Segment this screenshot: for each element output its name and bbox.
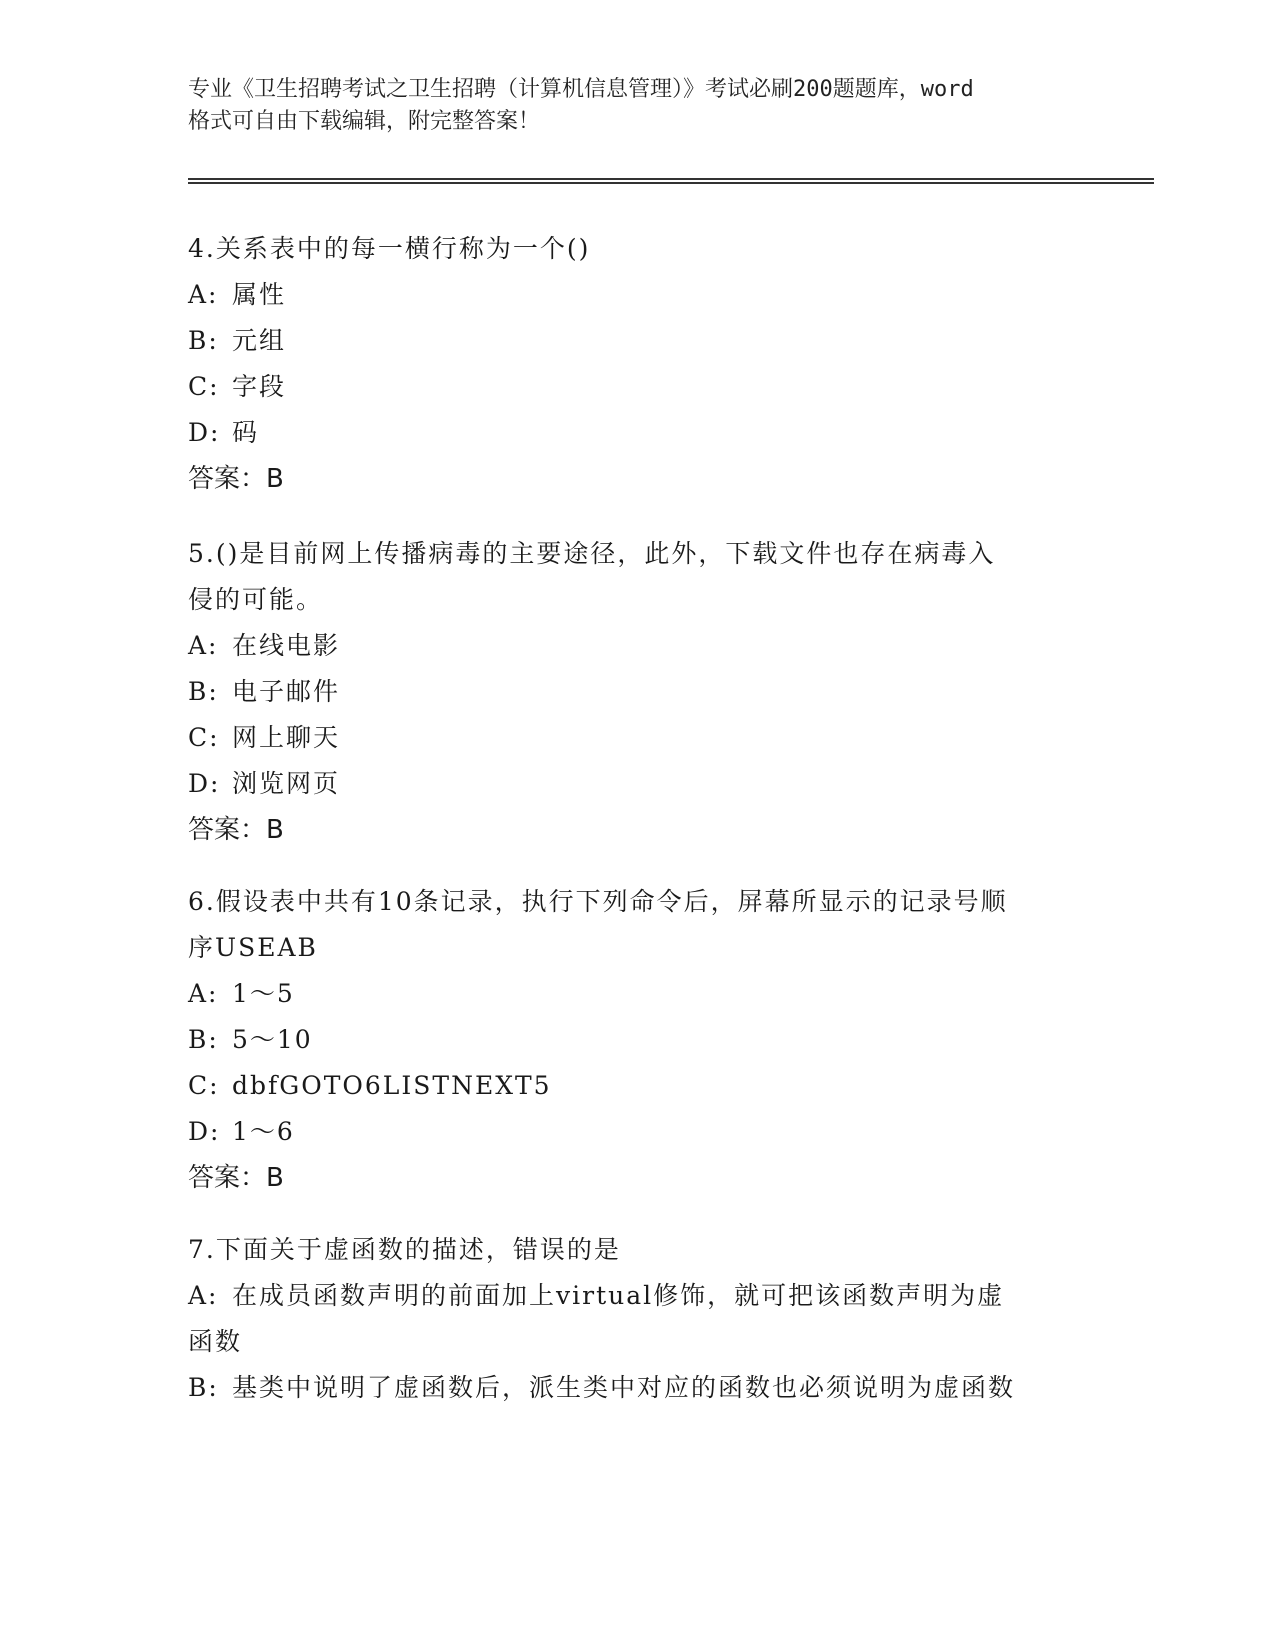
option-letter: D: — [188, 1117, 221, 1146]
question-4 — [188, 226, 1088, 502]
option-a — [188, 272, 1088, 318]
option-letter: D: — [188, 418, 221, 447]
option-d — [188, 1109, 1088, 1155]
option-c — [188, 715, 1088, 761]
option-a-continuation: 函数 — [188, 1327, 243, 1356]
option-text: 电子邮件 — [232, 677, 341, 706]
option-text: 在成员函数声明的前面加上virtual修饰，就可把该函数声明为虚 — [232, 1281, 1005, 1310]
option-letter: B: — [188, 1025, 219, 1054]
option-letter: C: — [188, 372, 220, 401]
question-stem-line-1: 5.()是目前网上传播病毒的主要途径，此外，下载文件也存在病毒入 — [188, 539, 996, 568]
option-letter: A: — [188, 979, 219, 1008]
option-a — [188, 1273, 1088, 1319]
option-c — [188, 364, 1088, 410]
option-text: 1～5 — [232, 979, 295, 1008]
header-divider-bottom — [188, 182, 1154, 184]
question-stem-line-2: 序USEAB — [188, 933, 318, 962]
header-divider-top — [188, 178, 1154, 180]
option-letter: D: — [188, 769, 221, 798]
question-6 — [188, 879, 1088, 1201]
option-a — [188, 623, 1088, 669]
option-text: 网上聊天 — [232, 723, 341, 752]
option-letter: B: — [188, 677, 219, 706]
option-b — [188, 669, 1088, 715]
option-text: 5～10 — [232, 1025, 313, 1054]
question-stem-line-2: 侵的可能。 — [188, 585, 324, 614]
option-d — [188, 761, 1088, 807]
option-text: 码 — [232, 418, 260, 447]
question-5 — [188, 531, 1088, 853]
option-b — [188, 318, 1088, 364]
option-letter: C: — [188, 1071, 220, 1100]
option-letter: A: — [188, 280, 219, 309]
question-7 — [188, 1227, 1088, 1411]
question-stem: 7.下面关于虚函数的描述，错误的是 — [188, 1235, 621, 1264]
option-b — [188, 1365, 1088, 1411]
option-letter: C: — [188, 723, 220, 752]
header-line-2: 格式可自由下载编辑，附完整答案！ — [188, 109, 541, 134]
answer-label: 答案：B — [188, 815, 284, 845]
option-text: 属性 — [232, 280, 287, 309]
option-text: 字段 — [232, 372, 287, 401]
option-b — [188, 1017, 1088, 1063]
option-letter: B: — [188, 1373, 219, 1402]
document-header — [188, 74, 1088, 138]
answer-label: 答案：B — [188, 1163, 284, 1193]
option-d — [188, 410, 1088, 456]
header-line-1: 专业《卫生招聘考试之卫生招聘（计算机信息管理）》考试必刷200题题库，word — [188, 77, 974, 102]
option-a — [188, 971, 1088, 1017]
option-text: 元组 — [232, 326, 287, 355]
option-text: 基类中说明了虚函数后，派生类中对应的函数也必须说明为虚函数 — [232, 1373, 1016, 1402]
question-stem: 4.关系表中的每一横行称为一个() — [188, 234, 591, 263]
option-letter: A: — [188, 1281, 219, 1310]
question-stem-line-1: 6.假设表中共有10条记录，执行下列命令后，屏幕所显示的记录号顺 — [188, 887, 1008, 916]
option-text: 浏览网页 — [232, 769, 341, 798]
option-letter: B: — [188, 326, 219, 355]
option-text: 1～6 — [232, 1117, 295, 1146]
option-c — [188, 1063, 1088, 1109]
option-text: dbfGOTO6LISTNEXT5 — [232, 1071, 552, 1100]
option-text: 在线电影 — [232, 631, 341, 660]
option-letter: A: — [188, 631, 219, 660]
answer-label: 答案：B — [188, 464, 284, 494]
